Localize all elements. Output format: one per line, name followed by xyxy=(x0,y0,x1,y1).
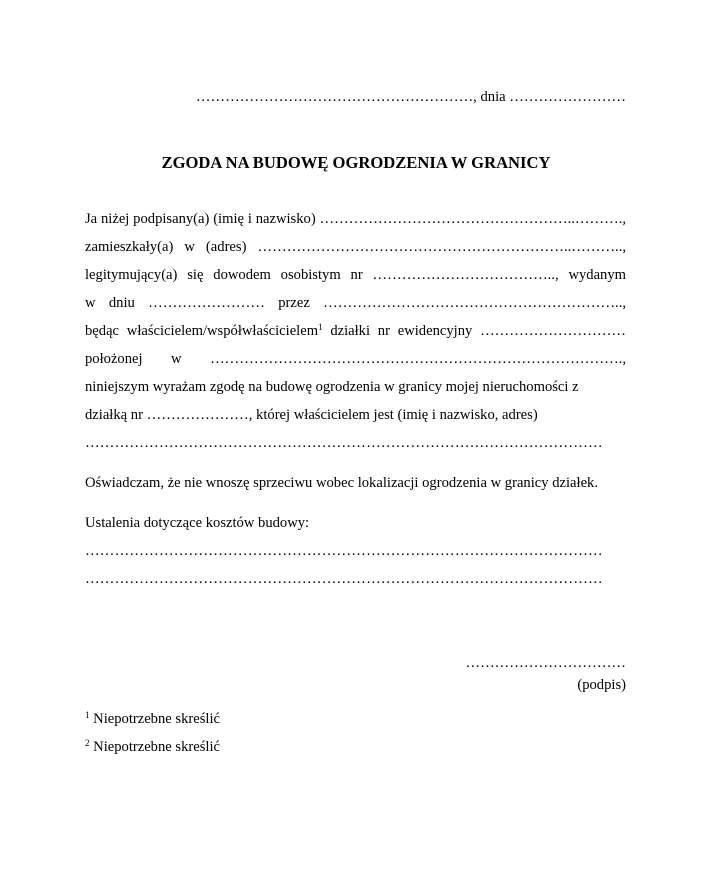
signature-field[interactable]: …………………………… xyxy=(465,655,626,671)
name-field[interactable]: ……………………………………………..………., xyxy=(319,211,626,227)
ownership-label: będąc właścicielem/współwłaścicielem xyxy=(85,323,319,339)
parcel-number-label: działki nr ewidencyjny xyxy=(322,323,481,339)
id-number-field[interactable]: ……………………………….. xyxy=(372,267,555,283)
no-objection-statement: Oświadczam, że nie wnoszę sprzeciwu wobec lokalizacji ogrodzenia w granicy działek. xyxy=(85,475,598,491)
footnote-1 xyxy=(85,710,220,728)
body-line-id-number xyxy=(85,266,626,284)
issue-date-field[interactable]: …………………… xyxy=(148,295,265,311)
date-field[interactable]: …………………… xyxy=(509,89,626,105)
body-line-location xyxy=(85,350,626,368)
costs-field-line-2[interactable]: …………………………………………………………………………………………… xyxy=(85,571,603,587)
issued-by-field[interactable]: …………………………………………………….., xyxy=(323,295,626,311)
place-field[interactable]: ………………………………………………… xyxy=(195,89,474,105)
id-number-label: legitymujący(a) się dowodem osobistym nr xyxy=(85,267,373,283)
neighbor-owner-field[interactable]: …………………………………………………………………………………………… xyxy=(85,435,603,451)
name-label: Ja niżej podpisany(a) (imię i nazwisko) xyxy=(85,211,320,227)
footnote-mark-2: 2 xyxy=(85,738,90,748)
footnote-2 xyxy=(85,738,220,756)
body-line-neighbor-parcel xyxy=(85,406,538,424)
footnote-mark-1: 1 xyxy=(85,710,90,720)
address-label: zamieszkały(a) w (adres) xyxy=(85,239,258,255)
location-field[interactable]: …………………………………………………………………………., xyxy=(210,351,626,367)
signature-label: (podpis) xyxy=(577,677,626,693)
body-line-issue-date xyxy=(85,294,626,312)
address-field[interactable]: ………………………………………………………..……….., xyxy=(257,239,626,255)
neighbor-owner-label: , której właścicielem jest (imię i nazwisko, adres) xyxy=(248,407,538,423)
body-line-name xyxy=(85,210,626,228)
body-line-ownership xyxy=(85,322,626,340)
location-label: położonej w xyxy=(85,351,211,367)
parcel-number-field[interactable]: ………………………… xyxy=(480,323,626,339)
issued-label: , wydanym xyxy=(554,267,626,283)
neighbor-parcel-label: działką nr xyxy=(85,407,147,423)
consent-text: niniejszym wyrażam zgodę na budowę ogrodzenia w granicy mojej nieruchomości z xyxy=(85,379,579,395)
date-label: , dnia xyxy=(473,89,510,105)
body-line-consent xyxy=(85,378,579,396)
footnote-ref-1: 1 xyxy=(318,322,323,332)
place-date-line xyxy=(196,88,626,106)
issue-date-label: w dniu xyxy=(85,295,149,311)
issued-by-label: przez xyxy=(264,295,324,311)
document-title: ZGODA NA BUDOWĘ OGRODZENIA W GRANICY xyxy=(161,153,551,172)
body-line-address xyxy=(85,238,626,256)
footnote-text-1: Niepotrzebne skreślić xyxy=(89,711,220,727)
costs-field-line-1[interactable]: …………………………………………………………………………………………… xyxy=(85,543,603,559)
neighbor-parcel-field[interactable]: ………………… xyxy=(146,407,249,423)
footnote-text-2: Niepotrzebne skreślić xyxy=(89,739,220,755)
costs-label: Ustalenia dotyczące kosztów budowy: xyxy=(85,515,310,531)
